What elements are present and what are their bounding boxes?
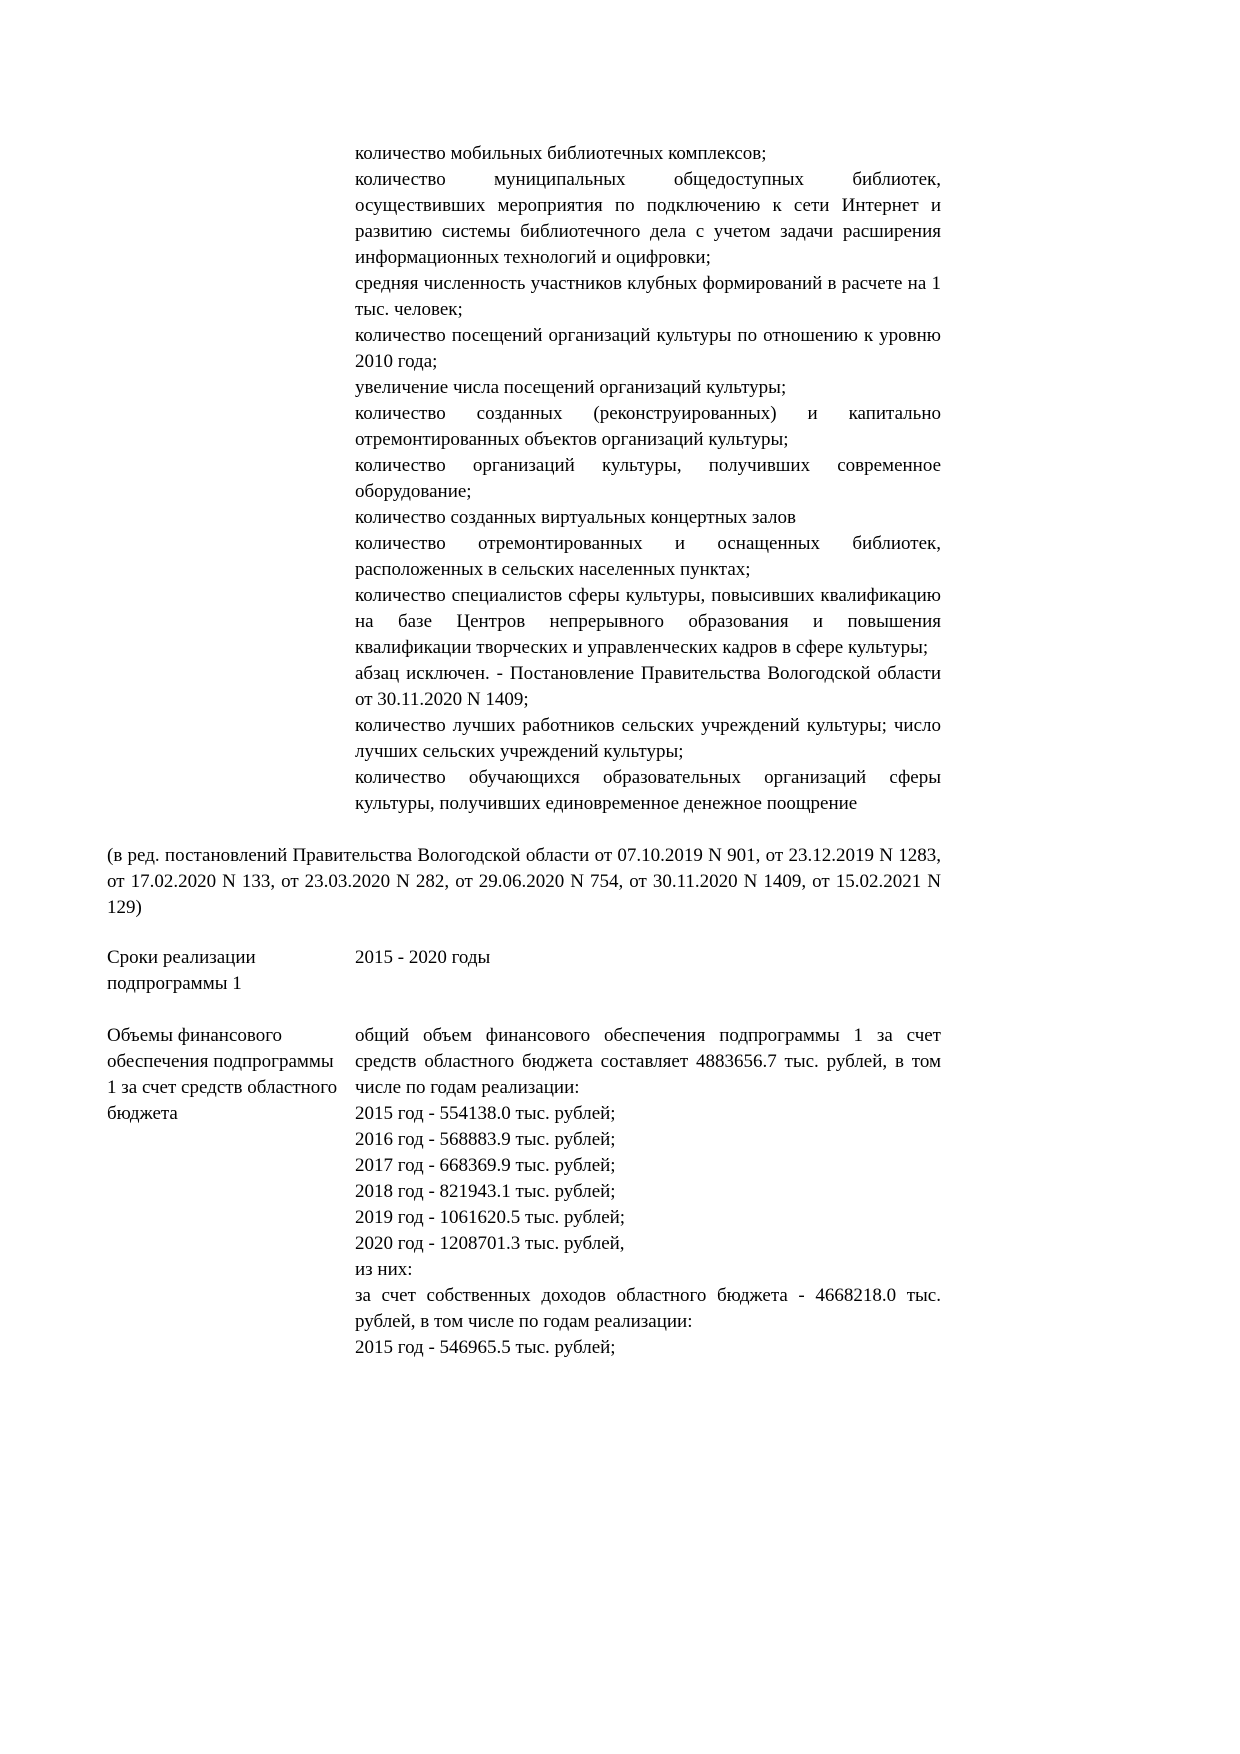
value-line: 2016 год - 568883.9 тыс. рублей; [355,1129,616,1150]
indicator-item: количество организаций культуры, получивших современное оборудование; [355,455,941,502]
indicator-item: средняя численность участников клубных формирований в расчете на 1 тыс. человек; [355,273,941,320]
value-line: 2018 год - 821943.1 тыс. рублей; [355,1181,616,1202]
indicator-item: количество посещений организаций культуры по отношению к уровню 2010 года; [355,325,941,372]
table-row [107,945,941,997]
indicator-item: увеличение числа посещений организаций культуры; [355,377,787,398]
indicator-item: абзац исключен. - Постановление Правительства Вологодской области от 30.11.2020 N 1409; [355,663,941,710]
row-label-srok: Сроки реализации подпрограммы 1 [107,947,256,994]
indicators-block [355,141,941,817]
value-line: 2019 год - 1061620.5 тыс. рублей; [355,1207,626,1228]
indicator-item: количество специалистов сферы культуры, повысивших квалификацию на базе Центров непрерывного образования и повышения квалификации творческих и управленческих кадров в сфере культуры; [355,585,941,658]
value-line: 2017 год - 668369.9 тыс. рублей; [355,1155,616,1176]
indicator-item: количество созданных (реконструированных) и капитально отремонтированных объектов организаций культуры; [355,403,941,450]
value-line: из них: [355,1259,413,1280]
table-row [107,1023,941,1361]
row-value-finance [355,1023,941,1361]
indicator-item: количество муниципальных общедоступных библиотек, осуществивших мероприятия по подключению к сети Интернет и развитию системы библиотечного дела с учетом задачи расширения информационных технологий и оцифровки; [355,169,941,268]
indicator-item: количество обучающихся образовательных организаций сферы культуры, получивших единовременное денежное поощрение [355,767,941,814]
value-line: 2020 год - 1208701.3 тыс. рублей, [355,1233,625,1254]
indicator-item: количество созданных виртуальных концертных залов [355,507,796,528]
value-line: за счет собственных доходов областного бюджета - 4668218.0 тыс. рублей, в том числе по годам реализации: [355,1285,941,1332]
details-table [107,945,941,1361]
indicator-item: количество отремонтированных и оснащенных библиотек, расположенных в сельских населенных пунктах; [355,533,941,580]
row-value-srok: 2015 - 2020 годы [355,947,491,968]
row-label-finance: Объемы финансового обеспечения подпрограммы 1 за счет средств областного бюджета [107,1025,338,1124]
amendment-note: (в ред. постановлений Правительства Вологодской области от 07.10.2019 N 901, от 23.12.2019 N 1283, от 17.02.2020 N 133, от 23.03.2020 N 282, от 29.06.2020 N 754, от 30.11.2020 N 1409, от 15.02.2021 N 129) [107,845,941,918]
indicator-item: количество лучших работников сельских учреждений культуры; число лучших сельских учреждений культуры; [355,715,941,762]
value-line: общий объем финансового обеспечения подпрограммы 1 за счет средств областного бюджета составляет 4883656.7 тыс. рублей, в том числе по годам реализации: [355,1025,941,1098]
value-line: 2015 год - 546965.5 тыс. рублей; [355,1337,616,1358]
indicator-item: количество мобильных библиотечных комплексов; [355,143,767,164]
value-line: 2015 год - 554138.0 тыс. рублей; [355,1103,616,1124]
